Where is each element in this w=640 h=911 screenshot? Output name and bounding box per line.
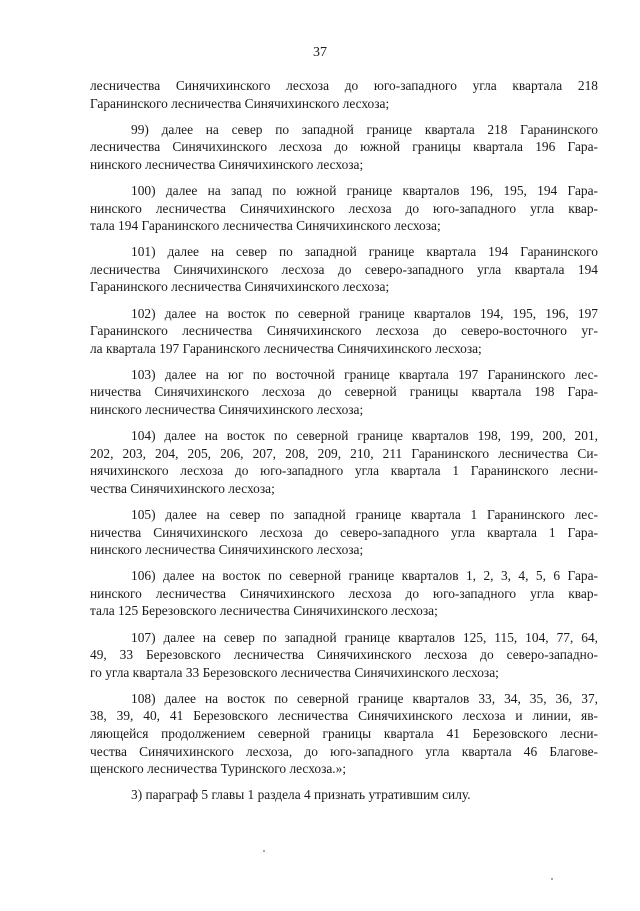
- paragraph-item-104: [90, 427, 598, 497]
- text-line: лесничества Синячихинского лесхоза до северо-западного угла квартала 194: [90, 261, 598, 277]
- paragraph-item-3: [90, 786, 598, 804]
- text-line: ляющейся продолжением северной границы квартала 41 Березовского лесни-: [90, 726, 598, 741]
- text-line: 108) далее на восток по северной границе кварталов 33, 34, 35, 36, 37,: [131, 690, 598, 706]
- scan-speck: [551, 878, 553, 880]
- text-line: щенского лесничества Туринского лесхоза.»;: [90, 761, 347, 777]
- text-line: нинского лесничества Синячихинского лесхоза;: [90, 402, 364, 417]
- paragraph-item-107: [90, 629, 598, 682]
- text-line: 103) далее на юг по восточной границе квартала 197 Гаранинского лес-: [131, 366, 598, 382]
- text-line: го угла квартала 33 Березовского лесничества Синячихинского лесхоза;: [90, 664, 499, 680]
- text-line: нячихинского лесхоза до юго-западного угла квартала 1 Гаранинского лесни-: [90, 463, 598, 479]
- text-line: 105) далее на север по западной границе квартала 1 Гаранинского лес-: [131, 506, 598, 522]
- text-line: нинского лесничества Синячихинского лесхоза;: [90, 156, 364, 172]
- text-line: чества Синячихинского лесхоза;: [90, 480, 275, 496]
- text-line: 100) далее на запад по южной границе кварталов 196, 195, 194 Гара-: [131, 182, 598, 198]
- text-line: ничества Синячихинского лесхоза до северной границы квартала 198 Гара-: [90, 384, 598, 400]
- text-line: 99) далее на север по западной границе квартала 218 Гаранинского: [131, 121, 598, 137]
- text-line: нинского лесничества Синячихинского лесхоза до юго-западного угла квар-: [90, 585, 598, 601]
- text-line: 49, 33 Березовского лесничества Синячихинского лесхоза до северо-западно-: [90, 647, 598, 663]
- text-line: 102) далее на восток по северной границе кварталов 194, 195, 196, 197: [131, 305, 598, 321]
- paragraph-continuation: [90, 77, 598, 112]
- text-line: нинского лесничества Синячихинского лесхоза до юго-западного угла квар-: [90, 200, 598, 216]
- text-line: Гаранинского лесничества Синячихинского лесхоза до северо-восточного уг-: [90, 323, 598, 339]
- text-line: чества Синячихинского лесхоза, до юго-западного угла квартала 46 Благове-: [90, 743, 598, 759]
- paragraph-item-103: [90, 366, 598, 419]
- text-line: Гаранинского лесничества Синячихинского лесхоза;: [90, 279, 390, 295]
- page-number: 37: [313, 45, 327, 60]
- paragraph-item-102: [90, 305, 598, 358]
- text-line: ничества Синячихинского лесхоза до северо-западного угла квартала 1 Гара-: [90, 524, 598, 540]
- paragraph-item-101: [90, 243, 598, 296]
- text-line: 38, 39, 40, 41 Березовского лесничества Синячихинского лесхоза и линии, яв-: [90, 708, 598, 724]
- text-line: 202, 203, 204, 205, 206, 207, 208, 209, 210, 211 Гаранинского лесничества Си-: [90, 445, 598, 461]
- text-line: 3) параграф 5 главы 1 раздела 4 признать утратившим силу.: [131, 787, 471, 803]
- text-line: нинского лесничества Синячихинского лесхоза;: [90, 542, 364, 558]
- paragraph-item-108: [90, 690, 598, 778]
- paragraph-item-106: [90, 567, 598, 620]
- paragraph-item-105: [90, 506, 598, 559]
- text-line: тала 125 Березовского лесничества Синячихинского лесхоза;: [90, 603, 438, 619]
- text-line: 101) далее на север по западной границе квартала 194 Гаранинского: [131, 244, 598, 260]
- text-line: 107) далее на север по западной границе кварталов 125, 115, 104, 77, 64,: [131, 629, 598, 645]
- document-body: [90, 77, 598, 812]
- text-line: лесничества Синячихинского лесхоза до южной границы квартала 196 Гара-: [90, 139, 598, 155]
- text-line: ла квартала 197 Гаранинского лесничества Синячихинского лесхоза;: [90, 340, 482, 356]
- scan-speck: [263, 850, 265, 852]
- paragraph-item-99: [90, 121, 598, 174]
- paragraph-item-100: [90, 182, 598, 235]
- text-line: тала 194 Гаранинского лесничества Синячихинского лесхоза;: [90, 218, 441, 234]
- text-line: Гаранинского лесничества Синячихинского лесхоза;: [90, 95, 390, 111]
- text-line: 106) далее на восток по северной границе кварталов 1, 2, 3, 4, 5, 6 Гара-: [131, 568, 598, 584]
- text-line: 104) далее на восток по северной границе кварталов 198, 199, 200, 201,: [131, 428, 598, 444]
- text-line: лесничества Синячихинского лесхоза до юго-западного угла квартала 218: [90, 78, 598, 93]
